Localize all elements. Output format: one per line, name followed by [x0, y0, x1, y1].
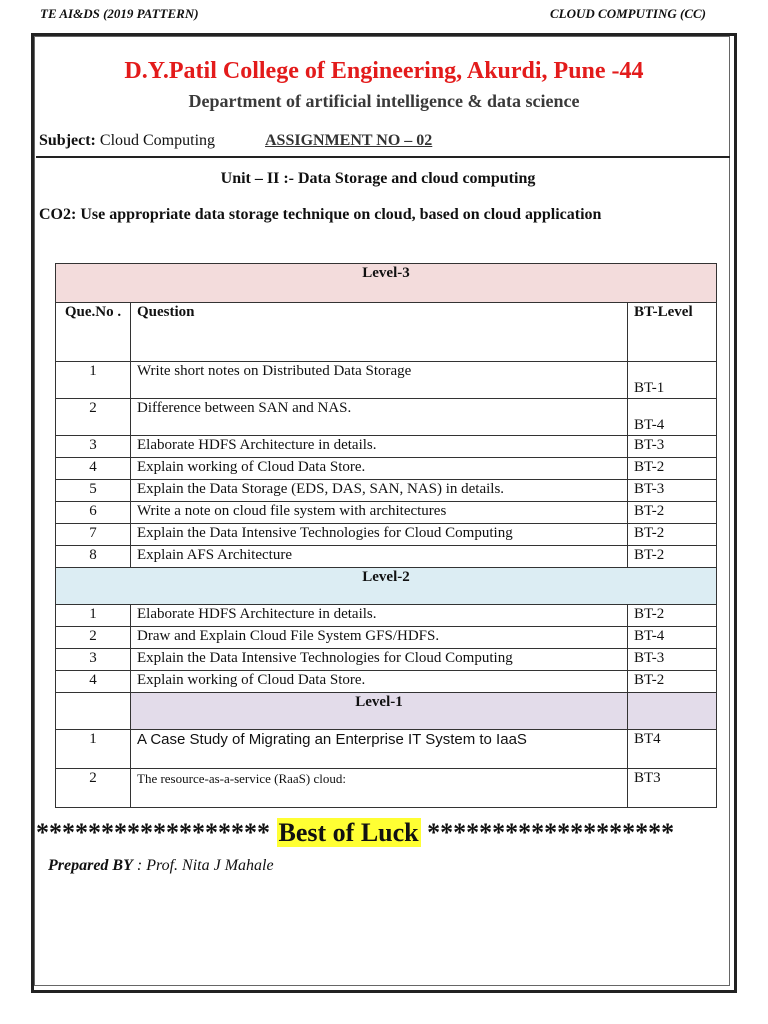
column-header-question: Question: [131, 303, 628, 362]
subject-line: [39, 132, 215, 150]
question-text: Explain working of Cloud Data Store.: [131, 458, 628, 480]
bt-level: BT3: [628, 769, 717, 808]
bt-level: BT-2: [628, 605, 717, 627]
department-title: Department of artificial intelligence & data science: [188, 91, 580, 111]
level-heading-row: [56, 568, 717, 605]
level-2-heading: Level-2: [56, 568, 717, 605]
question-text: Elaborate HDFS Architecture in details.: [131, 605, 628, 627]
level-heading-row: [56, 693, 717, 730]
level-heading-row: [56, 264, 717, 303]
question-number: 5: [56, 480, 131, 502]
bt-level: BT-2: [628, 546, 717, 568]
best-of-luck-text: Best of Luck: [278, 818, 419, 847]
table-header-row: [56, 303, 717, 362]
prepared-by-name: : Prof. Nita J Mahale: [132, 857, 274, 874]
table-row: [56, 605, 717, 627]
question-text: Draw and Explain Cloud File System GFS/HDFS.: [131, 627, 628, 649]
question-number: 4: [56, 671, 131, 693]
question-number: 1: [56, 605, 131, 627]
table-row: [56, 730, 717, 769]
prepared-by: [48, 857, 274, 875]
level-3-heading: Level-3: [56, 264, 717, 303]
table-row: [56, 458, 717, 480]
level-1-blank-cell: [628, 693, 717, 730]
table-row: [56, 769, 717, 808]
bt-level: BT-3: [628, 436, 717, 458]
question-text: Write short notes on Distributed Data Storage: [131, 362, 628, 399]
stars-right: *******************: [427, 818, 675, 847]
column-header-no: Que.No .: [56, 303, 131, 362]
college-title: D.Y.Patil College of Engineering, Akurdi, Pune -44: [124, 58, 644, 84]
bt-level: BT-4: [628, 399, 717, 436]
header-left: TE AI&DS (2019 PATTERN): [40, 6, 199, 21]
divider: [36, 156, 730, 158]
unit-title: Unit – II :- Data Storage and cloud computing: [220, 170, 536, 187]
question-number: 8: [56, 546, 131, 568]
table-row: [56, 399, 717, 436]
question-text: Explain AFS Architecture: [131, 546, 628, 568]
bt-level: BT-2: [628, 502, 717, 524]
bt-level: BT-1: [628, 362, 717, 399]
assignment-number: ASSIGNMENT NO – 02: [265, 132, 433, 149]
table-row: [56, 362, 717, 399]
bt-level: BT-3: [628, 480, 717, 502]
table-row: [56, 436, 717, 458]
question-number: 1: [56, 730, 131, 769]
bt-level: BT-4: [628, 627, 717, 649]
question-text: The resource-as-a-service (RaaS) cloud:: [131, 769, 628, 808]
subject-value: Cloud Computing: [99, 132, 216, 149]
level-1-heading: Level-1: [131, 693, 628, 730]
question-text: Write a note on cloud file system with architectures: [131, 502, 628, 524]
bt-level: BT-2: [628, 458, 717, 480]
prepared-by-label: Prepared BY: [48, 857, 133, 874]
course-outcome: CO2: Use appropriate data storage technique on cloud, based on cloud application: [39, 206, 602, 223]
question-number: 2: [56, 769, 131, 808]
table-row: [56, 546, 717, 568]
question-number: 3: [56, 649, 131, 671]
question-number: 3: [56, 436, 131, 458]
question-number: 2: [56, 627, 131, 649]
stars-left: ******************: [36, 818, 270, 847]
bt-level: BT-3: [628, 649, 717, 671]
table-row: [56, 627, 717, 649]
bt-level: BT-2: [628, 671, 717, 693]
question-text: A Case Study of Migrating an Enterprise IT System to IaaS: [131, 730, 628, 769]
question-text: Explain the Data Intensive Technologies for Cloud Computing: [131, 524, 628, 546]
bt-level: BT4: [628, 730, 717, 769]
table-row: [56, 480, 717, 502]
table-row: [56, 671, 717, 693]
question-number: 7: [56, 524, 131, 546]
question-text: Explain working of Cloud Data Store.: [131, 671, 628, 693]
question-number: 1: [56, 362, 131, 399]
question-text: Explain the Data Intensive Technologies for Cloud Computing: [131, 649, 628, 671]
question-number: 4: [56, 458, 131, 480]
table-row: [56, 502, 717, 524]
question-text: Difference between SAN and NAS.: [131, 399, 628, 436]
table-row: [56, 524, 717, 546]
question-number: 6: [56, 502, 131, 524]
question-number: 2: [56, 399, 131, 436]
question-text: Elaborate HDFS Architecture in details.: [131, 436, 628, 458]
subject-label: Subject:: [39, 132, 96, 149]
question-table: [55, 263, 717, 808]
header-right: CLOUD COMPUTING (CC): [550, 6, 706, 21]
best-of-luck-line: [36, 818, 674, 848]
question-text: Explain the Data Storage (EDS, DAS, SAN, NAS) in details.: [131, 480, 628, 502]
column-header-bt-level: BT-Level: [628, 303, 717, 362]
level-1-blank-cell: [56, 693, 131, 730]
table-row: [56, 649, 717, 671]
bt-level: BT-2: [628, 524, 717, 546]
